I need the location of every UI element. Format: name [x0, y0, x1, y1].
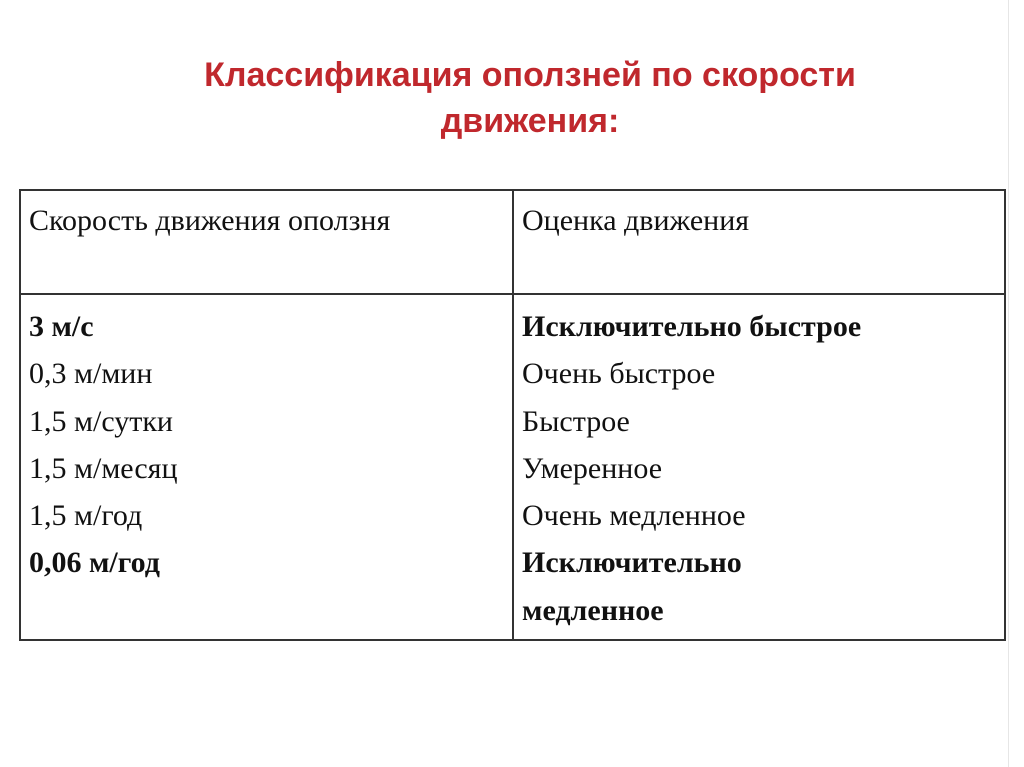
speed-column — [20, 294, 513, 640]
slide-title-line-2: движения: — [440, 102, 620, 140]
rating-value-1: Исключительно быстрое — [522, 310, 862, 343]
speed-value-5: 1,5 м/год — [29, 499, 143, 533]
table-header-row — [20, 190, 1005, 294]
speed-value-4: 1,5 м/месяц — [29, 451, 178, 485]
speed-value-6: 0,06 м/год — [29, 546, 160, 580]
rating-value-6: Исключительно медленное — [522, 546, 742, 627]
rating-value-4: Умеренное — [522, 451, 663, 485]
header-rating: Оценка движения — [513, 190, 1005, 294]
slide-title-line-1: Классификация оползней по скорости — [204, 56, 856, 94]
slide-title — [100, 52, 960, 144]
speed-value-1: 3 м/с — [29, 310, 94, 343]
speed-value-2: 0,3 м/мин — [29, 357, 153, 391]
rating-value-2: Очень быстрое — [522, 357, 716, 391]
header-speed: Скорость движения оползня — [20, 190, 513, 294]
speed-value-3: 1,5 м/сутки — [29, 404, 173, 438]
rating-value-5: Очень медленное — [522, 499, 746, 533]
rating-value-3: Быстрое — [522, 404, 630, 438]
table-body-row — [20, 294, 1005, 640]
landslide-speed-table — [19, 189, 1006, 641]
rating-column — [513, 294, 1005, 640]
